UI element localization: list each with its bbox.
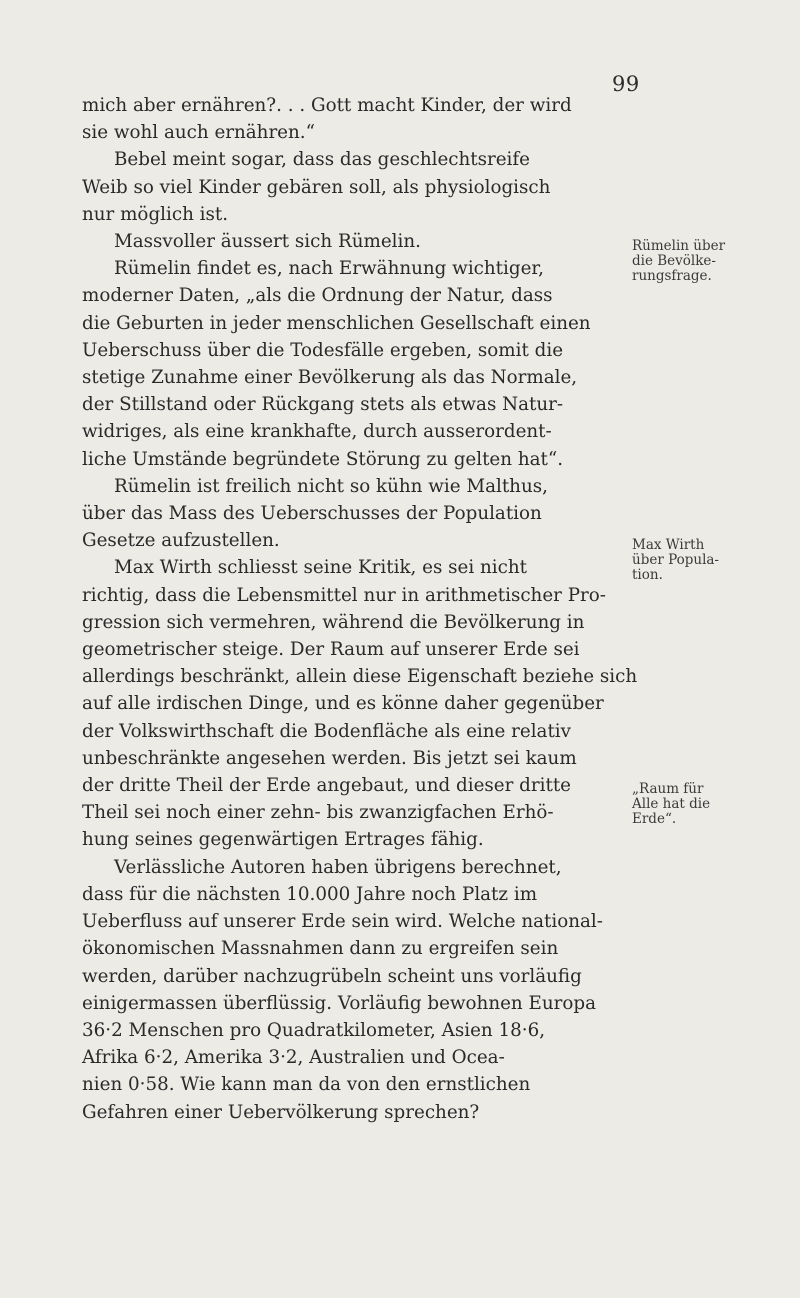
marginal-note-raum [632,782,782,827]
text-line: sie wohl auch ernähren.“ [82,122,315,144]
marginal-line: „Raum für [632,781,704,797]
text-line: unbeschränkte angesehen werden. Bis jetzt sei kaum [82,747,577,769]
paragraph-6 [82,554,638,853]
paragraph-1 [82,92,622,146]
text-line: widriges, als eine krankhafte, durch ausserordent- [82,421,552,443]
marginal-line: rungsfrage. [632,268,712,284]
text-line: Verlässliche Autoren haben übrigens berechnet, [114,856,562,878]
text-line: Max Wirth schliesst seine Kritik, es sei nicht [114,557,527,579]
text-line: hung seines gegenwärtigen Ertrages fähig. [82,829,484,851]
marginal-line: Erde“. [632,811,677,827]
text-line: Afrika 6·2, Amerika 3·2, Australien und Ocea- [82,1047,505,1069]
text-line: Gesetze aufzustellen. [82,530,280,552]
text-line: stetige Zunahme einer Bevölkerung als das Normale, [82,367,578,389]
text-line: auf alle irdischen Dinge, und es könne daher gegenüber [82,693,604,715]
text-line: nur möglich ist. [82,203,229,225]
text-line: der Volkswirthschaft die Bodenfläche als eine relativ [82,720,571,742]
marginal-line: über Popula- [632,552,719,568]
text-line: der Stillstand oder Rückgang stets als etwas Natur- [82,394,564,416]
marginal-line: Alle hat die [632,796,711,812]
paragraph-7 [82,854,622,1126]
text-line: 36·2 Menschen pro Quadratkilometer, Asien 18·6, [82,1019,546,1041]
paragraph-4 [82,255,622,473]
text-line: nien 0·58. Wie kann man da von den ernstlichen [82,1074,531,1096]
paragraph-5 [82,473,622,555]
body-text [82,92,638,1126]
text-line: ökonomischen Massnahmen dann zu ergreifen sein [82,938,559,960]
paragraph-3 [82,228,622,255]
text-line: Ueberschuss über die Todesfälle ergeben, somit die [82,339,564,361]
paragraph-2 [82,146,622,228]
text-line: Weib so viel Kinder gebären soll, als physiologisch [82,176,551,198]
text-line: moderner Daten, „als die Ordnung der Natur, dass [82,285,553,307]
text-line: Ueberfluss auf unserer Erde sein wird. Welche national- [82,911,603,933]
text-line: allerdings beschränkt, allein diese Eigenschaft beziehe sich [82,666,638,688]
text-line: einigermassen überflüssig. Vorläufig bewohnen Europa [82,992,596,1014]
text-line: dass für die nächsten 10.000 Jahre noch Platz im [82,883,538,905]
marginal-note-wirth [632,538,782,583]
text-line: Theil sei noch einer zehn- bis zwanzigfachen Erhö- [82,802,554,824]
page-number: 99 [612,72,640,96]
text-line: Rümelin ist freilich nicht so kühn wie Malthus, [114,475,548,497]
text-line: der dritte Theil der Erde angebaut, und dieser dritte [82,775,571,797]
text-line: mich aber ernähren?. . . Gott macht Kinder, der wird [82,95,572,116]
text-line: die Geburten in jeder menschlichen Gesellschaft einen [82,312,591,334]
text-line: liche Umstände begründete Störung zu gelten hat“. [82,448,564,470]
text-line: gression sich vermehren, während die Bevölkerung in [82,611,585,633]
marginal-line: die Bevölke- [632,253,716,269]
text-line: werden, darüber nachzugrübeln scheint uns vorläufig [82,965,582,987]
text-line: Gefahren einer Uebervölkerung sprechen? [82,1101,480,1123]
text-line: Rümelin findet es, nach Erwähnung wichtiger, [114,258,544,280]
text-line: geometrischer steige. Der Raum auf unserer Erde sei [82,639,580,661]
text-line: Bebel meint sogar, dass das geschlechtsreife [114,149,530,171]
marginal-line: Max Wirth [632,537,705,553]
marginal-line: Rümelin über [632,238,726,254]
text-line: über das Mass des Ueberschusses der Population [82,503,542,525]
text-line: richtig, dass die Lebensmittel nur in arithmetischer Pro- [82,584,606,606]
marginal-line: tion. [632,567,663,583]
marginal-note-ruemelin [632,239,782,284]
text-line: Massvoller äussert sich Rümelin. [114,231,421,253]
